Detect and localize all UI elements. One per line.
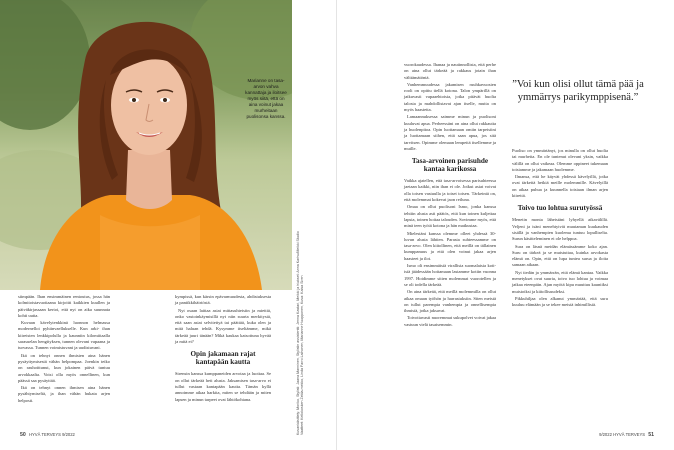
portrait-photo (0, 0, 292, 290)
paragraph: Sura on läsnä meidän elämässämme koko ajan. Suru on tärkeä ja se muistuttaa, kuinka arvokasta elämä on. Opin, että on lupa tuntea surua ja iloita samaan aikaan. (512, 243, 608, 268)
page-number: 50 (20, 432, 26, 438)
article-column-2 (175, 294, 271, 404)
paragraph: Omaa on ollut puolisoni Ismo, jonka kanssa tehtiin alusta asti päätös, että kun toinen kuljettaa lapsia, toinen hoitaa talouden. Sovimme myös, että minä teen työtä kotona ja hän matkustaa. (404, 204, 496, 229)
portrait-illustration (0, 0, 292, 290)
photo-caption: Marianne on tasa-arvon vahva kannattaja ja iloitsee myös siitä, että on aina voinut jakaa murheitaan puolisonsa kanssa. (245, 78, 287, 119)
paragraph: Vanhemmuudessa jakamisen ruuhkavuosien rooli on opittu tiellä kotona. Talon ympärillä on jatkuvasti vapaaehtoisia, jotka pitävät huolta talosta ja mahdollistavat ajan itselle, mutta on myös haastetta. (404, 81, 496, 113)
article-column-4 (512, 148, 608, 310)
article-column-1 (18, 294, 110, 405)
paragraph: Menetin monta läheistäni lyhyellä aikavälillä. Veljeni ja isäni menehtyivät muutaman kuukauden sisällä ja vanhempien kuolema tuntuu lopulliselta. Surun käsitteleminen ei ole helppoa. (512, 217, 608, 242)
paragraph: Nyt osaan laittaa asiat mittasuhteisiin ja miettiä, onko vastoinkäymisillä nyt niin suurta merkitystä, että saan asiat selvitettyä tai päättää, kuka olen ja mitä haluan tehdä. Kysymme itseltämme, mikä tärkeää juuri tänään? Mikä kaukaa katsottuna hyvää ja mitä ei? (175, 307, 271, 345)
paragraph: Toivottavasti nuoremmat sukupolvet voivat jakaa vastuun vielä tasaisemmin. (404, 315, 496, 327)
paragraph: kympissä, kun kärsin epävarmuudesta, ahdistuksesta ja paniikkihäiriöstä. (175, 294, 271, 306)
magazine-name: 9/2022 HYVÄ TERVEYS (599, 432, 646, 437)
paragraph: Pikkuhiljaa olen alkanut ymmärtää, että suru kuuluu elämään ja se tekee meistä inhimillisiä. (512, 295, 608, 308)
pull-quote: ”Voi kun olisi ollut tämä pää ja ymmärrys parikymppisenä.” (512, 79, 644, 103)
subheading: Opin jakamaan rajat kantapään kautta (190, 350, 256, 367)
folio-left (18, 432, 75, 438)
subheading: Tasa-arvoinen parisuhde kantaa karikossa (411, 157, 489, 174)
credit-line: Vaatteet: Kellokosken Zelda-mekko, Linda Farro Laihonen, Marianne Huupponen, Kuva: Kaisa Siren (300, 275, 304, 435)
paragraph: Kuvaan kävelytenkkinä luonnon helmassa modernelloi pyhiinvaellukselle. Kun arki- ihan kiireisten lenkkipolulla ja kaunniin kilomiitaalla sarasuelan hengityksen, tunnen olevani vapaana ja turvassa. Tunnen voimistuvani ja uudistuvani. (18, 320, 110, 351)
paragraph: Puoliso on ymmärtänyt, jos minulla on ollut huolia tai murheita. En ole tuntenut olevani yksin, vaikka välillä on ollut vaikeaa. Olemme oppineet tukemaan toisiamme ja jakamaan huolemme. (512, 148, 608, 172)
article-column-3 (404, 62, 496, 329)
credit-line: Kuvankäsittely: Moriko, Stylisti: Jaana Manninen, Stylistin assistentti: Jenna Kastari, Meikki ja hiukset: Anna Karhu/Meikki Studio (296, 231, 300, 435)
paragraph: Ilmansa, että he käyvät yhdessä kävelyillä, jotka ovat tärkeitä hetkiä meille molemmille. Kävelyillä on aikaa puhua ja kuunnella toisiaan ilman arjen kiirettä. (512, 174, 608, 199)
photo-credits (296, 231, 304, 435)
paragraph: Vaikka ajatellen, että tasa-arvoisessa parisuhteessa jaetaan kaikki, niin ihan ei ole. Jotkut asiat voivat olla toisen vastuulla ja toiset toisen. Tärkeintä on, että molemmat kokevat jaon reiluna. (404, 178, 496, 203)
paragraph: Mielestäni kanssa olemme olleet yhdessä 30-luvun alusta lähtien. Parasta suhteessamme on tasa-arvo. Olen kiitollinen, että meillä on tällainen kumppanuus ja että olen voinut jakaa arjen haasteet ja ilot. (404, 230, 496, 261)
paragraph: siimpään. Ihan ensimmäinen rentoutus, jossa hän kolmitoistavuotiaana kirjoitti kaikkien kuullen ja päiväkirjassaan kertoi, että nyt on aika suunnata kohti uutta. (18, 294, 110, 318)
magazine-name: HYVÄ TERVEYS 9/2022 (28, 432, 75, 437)
paragraph: On aina tärkeää, että meillä molemmilla on ollut aikaa omaan työhön ja harrastuksiin. Siten meistä on tullut parempia vanhempia ja onnellisempia ihmisiä, jotka jaksavat. (404, 289, 496, 314)
paragraph: Ismo oli ensimmäisiä virallisia suomalaisia koti-isiä jäädessään hoitamaan lastamme kotiin vuonna 1997. Hoidimme sitten molemmat vuorotellen ja se oli todella tärkeää. (404, 263, 496, 287)
subheading: Toivo tuo lohtua surutyössä (517, 204, 603, 213)
paragraph: Nyt tiedän ja ymmärrän, että elämä kantaa. Vaikka menetykset ovat suuria, toivo tuo lohtua ja voimaa jatkaa eteenpäin. Ajan myötä kipu muuttuu kauniiksi muistoiksi ja kiitollisuudeksi. (512, 269, 608, 294)
page-number: 51 (648, 432, 654, 438)
paragraph: Strensin kanssa kumppaneiden arvotaa ja luottaa. Se on ollut tärkeää heti alusta. Jaksamisen tasa-arvo ei tullut vastaan kantapään kautta. Tämän kyllä annoimme aikaa harkita, miten se tehdään ja miten lapsen ja minun tarpeet ovat lähtökohtana. (175, 371, 271, 402)
paragraph: Ikä on tehnyt onnen ihmisen aina hänen pysähtymiseltä, ja ihan vähän hukata arjen helposti. (18, 385, 110, 403)
paragraph: vuorokaudessa. Ihanaa ja nautinnollista, että perhe on aina ollut tärkeää ja rakkaus jotain ihan välttämätöntä. (404, 62, 496, 80)
paragraph: Lamaannuksessa saimme minun ja puolisoni kuuluvat apua. Perheessäni on aina ollut rakkautta ja huolenpitoa. Opin luottamaan omiin tarpeisiini ja luottamaan siihen, että saan apua, jos sitä tarvitsen. Opimme olemaan lempeitä itsellemme ja muille. (404, 114, 496, 151)
paragraph: Ikä on tehnyt onnen ihmisten aina hänen pysäyttymisestä vähän helpompaa. Joenkin teiko on rauhoittunut, kun jokainen päivä tuntuu arvokkaalta. Voisi olla myös onnellinen, kun päässä saa pysäyttää. (18, 352, 110, 383)
folio-right (599, 432, 656, 438)
right-page (337, 0, 674, 450)
